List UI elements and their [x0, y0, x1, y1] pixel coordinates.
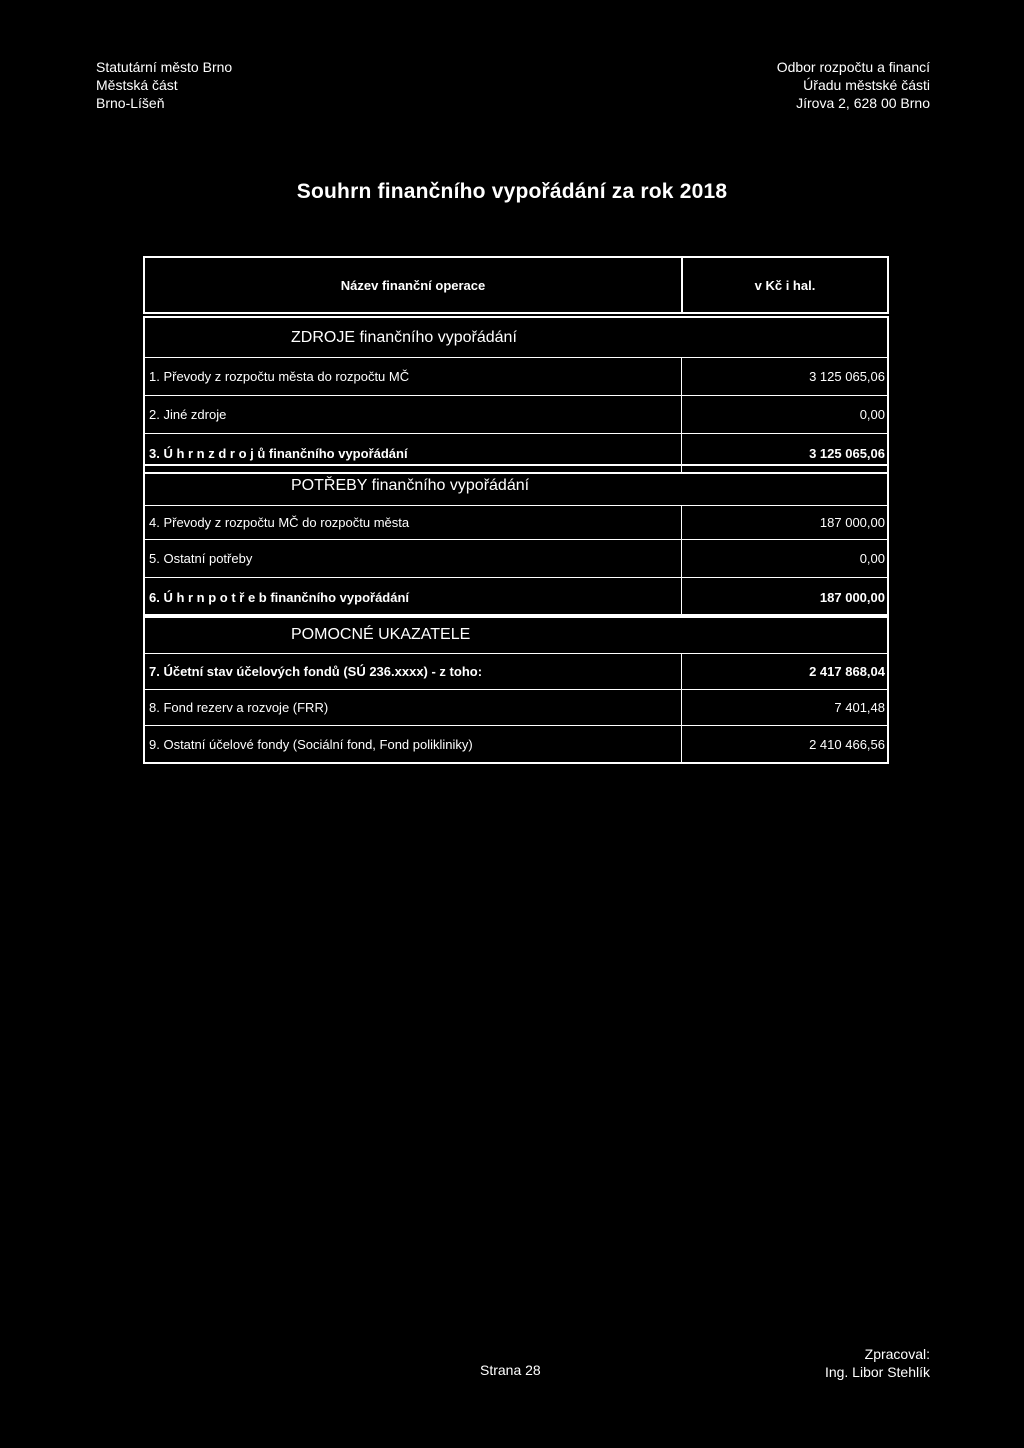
sources-title: ZDROJE finančního vypořádání — [291, 328, 517, 346]
table-row — [145, 396, 887, 434]
table-row — [145, 654, 887, 690]
row-label: 6. Ú h r n p o t ř e b finančního vypořádání — [149, 589, 410, 605]
row-value: 187 000,00 — [681, 506, 887, 539]
table-row — [145, 358, 887, 396]
table-header — [143, 256, 889, 314]
prepared-by-label: Zpracoval: — [864, 1346, 930, 1362]
header-address: Jírova 2, 628 00 Brno — [796, 95, 930, 111]
column-header-name: Název finanční operace — [340, 277, 486, 293]
row-value: 2 417 868,04 — [681, 654, 887, 689]
row-label: 2. Jiné zdroje — [149, 407, 227, 422]
header-city: Statutární město Brno — [96, 59, 233, 75]
needs-section — [143, 464, 889, 618]
table-row-total — [145, 578, 887, 616]
row-label: 8. Fond rezerv a rozvoje (FRR) — [149, 700, 329, 715]
prepared-by — [825, 1345, 930, 1381]
row-value: 187 000,00 — [681, 578, 887, 616]
row-value: 3 125 065,06 — [681, 358, 887, 395]
table-row — [145, 540, 887, 578]
needs-section-header — [145, 466, 887, 506]
document-title: Souhrn finančního vypořádání za rok 2018 — [296, 180, 728, 203]
row-value: 7 401,48 — [681, 690, 887, 725]
header-department: Odbor rozpočtu a financí — [776, 59, 930, 75]
row-label: 3. Ú h r n z d r o j ů finančního vypořádání — [149, 445, 408, 461]
row-label: 9. Ostatní účelové fondy (Sociální fond, Fond polikliniky) — [149, 736, 473, 752]
indicators-section-header — [145, 616, 887, 654]
row-label: 5. Ostatní potřeby — [149, 551, 253, 566]
header-right — [777, 58, 930, 112]
sources-section-header — [145, 318, 887, 358]
prepared-by-name: Ing. Libor Stehlík — [824, 1364, 930, 1380]
page-number: Strana 28 — [480, 1362, 541, 1378]
needs-title: POTŘEBY finančního vypořádání — [291, 476, 530, 494]
indicators-section — [143, 614, 889, 764]
header-office: Úřadu městské části — [803, 77, 930, 93]
column-header-value: v Kč i hal. — [681, 258, 887, 312]
row-label: 1. Převody z rozpočtu města do rozpočtu MČ — [149, 369, 410, 384]
indicators-title: POMOCNÉ UKAZATELE — [291, 625, 471, 643]
header-district-name: Brno-Líšeň — [96, 95, 165, 111]
row-value: 0,00 — [681, 396, 887, 433]
table-row — [145, 690, 887, 726]
header-left — [96, 58, 232, 112]
row-label: 4. Převody z rozpočtu MČ do rozpočtu města — [149, 515, 410, 530]
header-district-label: Městská část — [96, 77, 178, 93]
table-row — [145, 726, 887, 762]
table-row — [145, 506, 887, 540]
row-value: 2 410 466,56 — [681, 726, 887, 762]
row-label: 7. Účetní stav účelových fondů (SÚ 236.xxxx) - z toho: — [149, 664, 483, 679]
row-value: 0,00 — [681, 540, 887, 577]
row-value: 3 125 065,06 — [681, 434, 887, 472]
sources-section — [143, 316, 889, 474]
